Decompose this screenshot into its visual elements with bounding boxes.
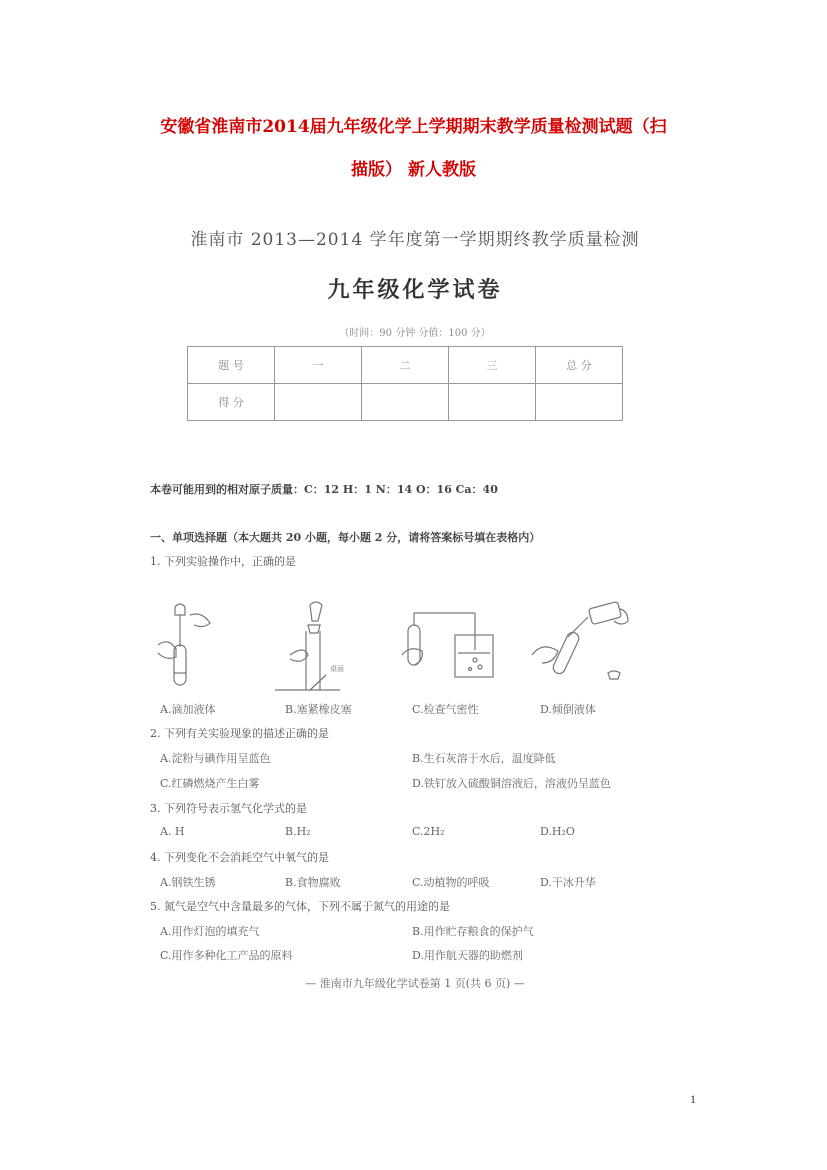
question-5-option-d: D.用作航天器的助燃剂 bbox=[412, 949, 523, 962]
question-1-option-c: C.检查气密性 bbox=[412, 703, 479, 716]
question-1-option-b: B.塞紧橡皮塞 bbox=[285, 703, 352, 716]
question-5-option-a: A.用作灯泡的填充气 bbox=[160, 925, 260, 938]
exam-meta: （时间：90 分钟 分值：100 分） bbox=[339, 328, 491, 339]
question-3-option-c: C.2H₂ bbox=[412, 825, 445, 838]
section-1-heading: 一、单项选择题（本大题共 20 小题，每小题 2 分，请将答案标号填在表格内） bbox=[150, 531, 541, 544]
question-5-option-c: C.用作多种化工产品的原料 bbox=[160, 949, 293, 962]
score-table-empty-cell bbox=[362, 384, 449, 421]
score-table-header-row bbox=[188, 347, 623, 384]
document-title-line-1: 安徽省淮南市2014届九年级化学上学期期末教学质量检测试题（扫 bbox=[160, 117, 667, 137]
question-4-stem: 4. 下列变化不会消耗空气中氧气的是 bbox=[150, 851, 329, 864]
question-3-option-d: D.H₂O bbox=[540, 825, 575, 838]
question-2-stem: 2. 下列有关实验现象的描述正确的是 bbox=[150, 727, 329, 740]
question-5-option-b: B.用作贮存粮食的保护气 bbox=[412, 925, 534, 938]
gas-tightness-figure-icon bbox=[400, 595, 500, 695]
question-4-option-a: A.钢铁生锈 bbox=[160, 876, 216, 889]
question-2-option-b: B.生石灰溶于水后，温度降低 bbox=[412, 752, 556, 765]
table-label: 桌面 bbox=[330, 665, 344, 673]
question-1-option-a: A.滴加液体 bbox=[160, 703, 216, 716]
score-table-cell: 三 bbox=[449, 347, 536, 384]
score-table-empty-cell bbox=[449, 384, 536, 421]
score-table-cell: 一 bbox=[275, 347, 362, 384]
question-2-option-a: A.淀粉与碘作用呈蓝色 bbox=[160, 752, 271, 765]
document-title-line-2: 描版） 新人教版 bbox=[351, 160, 476, 180]
score-table-cell: 得 分 bbox=[188, 384, 275, 421]
scanned-exam-page bbox=[130, 205, 700, 995]
question-2-option-c: C.红磷燃烧产生白雾 bbox=[160, 777, 260, 790]
score-table-cell: 题 号 bbox=[188, 347, 275, 384]
score-table-cell: 二 bbox=[362, 347, 449, 384]
question-4-option-c: C.动植物的呼吸 bbox=[412, 876, 490, 889]
question-1-stem: 1. 下列实验操作中，正确的是 bbox=[150, 555, 296, 568]
question-1-figures bbox=[150, 595, 660, 695]
score-table bbox=[187, 346, 623, 421]
dropper-figure-icon bbox=[150, 595, 250, 695]
scan-page-footer: — 淮南市九年级化学试卷第 1 页(共 6 页) — bbox=[305, 977, 525, 990]
question-3-option-b: B.H₂ bbox=[285, 825, 311, 838]
score-table-empty-cell bbox=[275, 384, 362, 421]
question-3-stem: 3. 下列符号表示氢气化学式的是 bbox=[150, 802, 307, 815]
question-4-option-d: D.干冰升华 bbox=[540, 876, 596, 889]
question-2-option-d: D.铁钉放入硫酸铜溶液后，溶液仍呈蓝色 bbox=[412, 777, 611, 790]
atomic-masses-note: 本卷可能用到的相对原子质量：C：12 H：1 N：14 O：16 Ca：40 bbox=[150, 483, 498, 496]
question-4-option-b: B.食物腐败 bbox=[285, 876, 341, 889]
score-table-empty-cell bbox=[536, 384, 623, 421]
question-5-stem: 5. 氮气是空气中含量最多的气体，下列不属于氮气的用途的是 bbox=[150, 900, 450, 913]
question-1-option-d: D.倾倒液体 bbox=[540, 703, 596, 716]
page-number: 1 bbox=[690, 1092, 696, 1106]
score-table-cell: 总 分 bbox=[536, 347, 623, 384]
score-table-score-row bbox=[188, 384, 623, 421]
question-3-option-a: A. H bbox=[160, 825, 185, 838]
pouring-figure-icon bbox=[530, 595, 630, 695]
stopper-figure-icon bbox=[270, 595, 370, 695]
exam-heading: 淮南市 2013—2014 学年度第一学期期终教学质量检测 bbox=[190, 230, 640, 250]
exam-title: 九年级化学试卷 bbox=[327, 278, 503, 303]
